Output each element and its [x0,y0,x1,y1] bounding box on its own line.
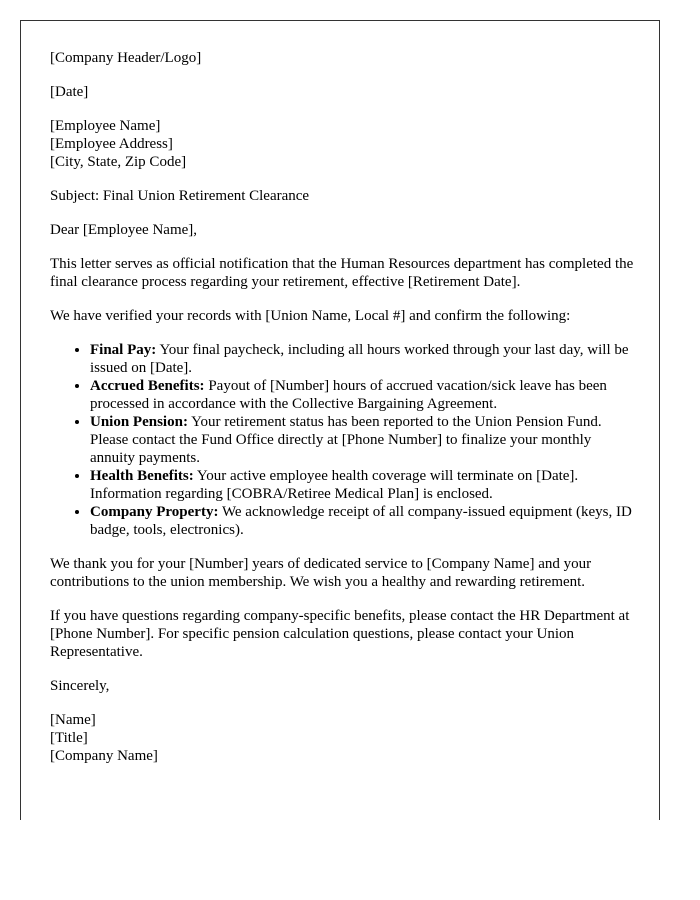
salutation: Dear [Employee Name], [50,222,198,238]
letter-date: [Date] [50,84,89,100]
questions-paragraph: If you have questions regarding company-specific benefits, please contact the HR Department at [Phone Number]. For specific pension calculation questions, please contact your Union Representative. [50,608,630,660]
letter-body [50,49,635,781]
list-item-final-pay [90,341,635,377]
list-item-label: Company Property: [90,504,219,520]
signature-name: [Name] [50,712,96,728]
list-item-label: Health Benefits: [90,468,194,484]
clearance-list [50,341,635,539]
recipient-city: [City, State, Zip Code] [50,154,187,170]
list-item-union-pension [90,413,635,467]
signature-company: [Company Name] [50,748,158,764]
letter-subject: Subject: Final Union Retirement Clearance [50,188,310,204]
list-item-text: Payout of [Number] hours of accrued vacation/sick leave has been processed in accordance with the Collective Bargaining Agreement. [90,378,607,412]
intro-paragraph: This letter serves as official notification that the Human Resources department has completed the final clearance process regarding your retirement, effective [Retirement Date]. [50,256,634,290]
signature-block [50,711,635,765]
signature-title: [Title] [50,730,88,746]
recipient-name: [Employee Name] [50,118,161,134]
recipient-block [50,117,635,171]
company-header: [Company Header/Logo] [50,50,202,66]
list-item-text: Your final paycheck, including all hours worked through your last day, will be issued on [Date]. [90,342,629,376]
list-item-label: Final Pay: [90,342,157,358]
list-item-label: Accrued Benefits: [90,378,205,394]
list-item-text: We acknowledge receipt of all company-issued equipment (keys, ID badge, tools, electronics). [90,504,632,538]
list-item-health-benefits [90,467,635,503]
verification-paragraph: We have verified your records with [Union Name, Local #] and confirm the following: [50,308,571,324]
recipient-address: [Employee Address] [50,136,173,152]
list-item-label: Union Pension: [90,414,188,430]
letter-page [20,20,660,820]
list-item-accrued-benefits [90,377,635,413]
closing: Sincerely, [50,678,110,694]
thanks-paragraph: We thank you for your [Number] years of dedicated service to [Company Name] and your contributions to the union membership. We wish you a healthy and rewarding retirement. [50,556,592,590]
list-item-text: Your active employee health coverage will terminate on [Date]. Information regarding [COBRA/Retiree Medical Plan] is enclosed. [90,468,579,502]
list-item-company-property [90,503,635,539]
list-item-text: Your retirement status has been reported to the Union Pension Fund. Please contact the Fund Office directly at [Phone Number] to finalize your monthly annuity payments. [90,414,602,466]
